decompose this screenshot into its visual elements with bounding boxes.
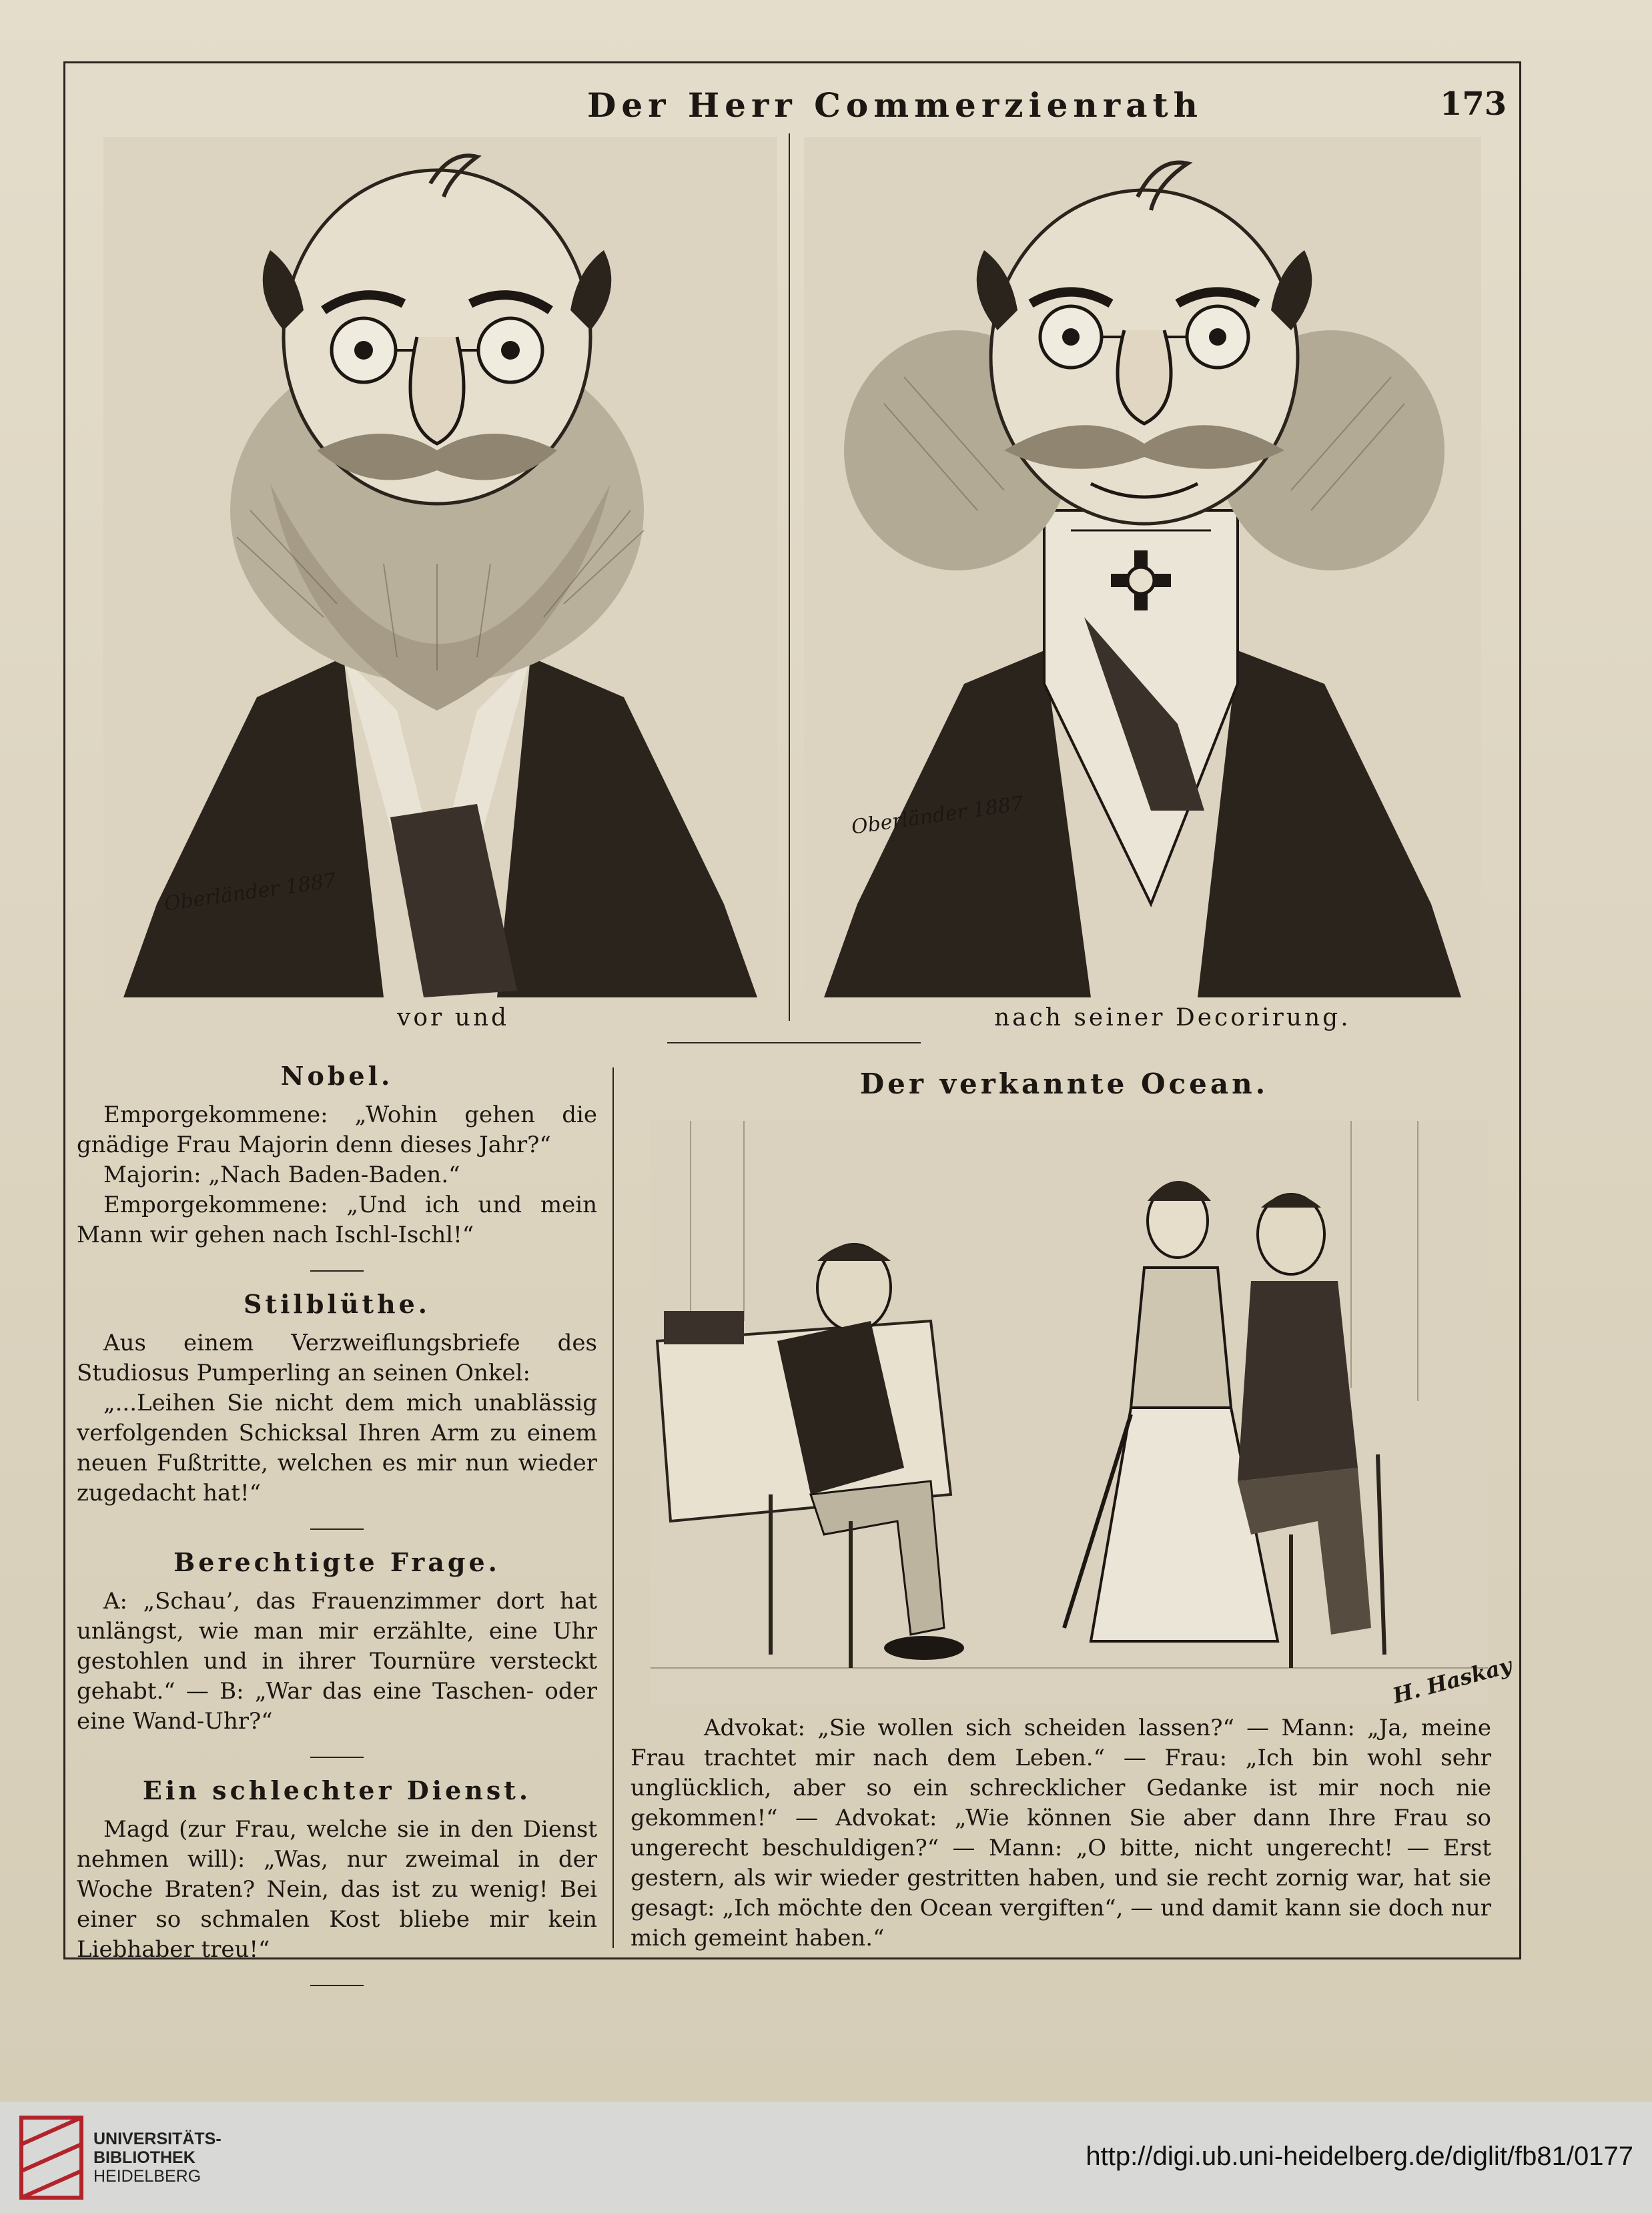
- institution-line-2: BIBLIOTHEK: [93, 2148, 195, 2167]
- section-rule: [310, 1985, 364, 1986]
- ocean-signature: H. Haskay: [1390, 1652, 1515, 1709]
- nobel-line-1: Emporgekommene: „Wohin gehen die gnädige Frau Majorin denn dieses Jahr?“: [77, 1101, 597, 1158]
- cartoon-after-portrait: [804, 137, 1481, 997]
- section-rule: [310, 1528, 364, 1530]
- section-title-berechtigte-frage: Berechtigte Frage.: [173, 1547, 500, 1577]
- caption-before: vor und: [397, 1004, 510, 1031]
- caption-rule: [667, 1042, 921, 1043]
- source-url-link[interactable]: http://digi.ub.uni-heidelberg.de/diglit/fb81/0177: [1086, 2142, 1633, 2171]
- ocean-illustration: [651, 1121, 1488, 1705]
- library-footer: [0, 2102, 1652, 2213]
- section-title-dienst: Ein schlechter Dienst.: [142, 1775, 532, 1805]
- section-title-nobel: Nobel.: [280, 1061, 394, 1091]
- nobel-line-2: Majorin: „Nach Baden-Baden.“: [103, 1162, 460, 1188]
- page-number: 173: [1440, 85, 1507, 123]
- institution-line-1: UNIVERSITÄTS-: [93, 2130, 222, 2148]
- institution-name: [93, 2130, 222, 2186]
- section-rule: [310, 1270, 364, 1272]
- ocean-dialogue: Advokat: „Sie wollen sich scheiden lassen?“ — Mann: „Ja, meine Frau trachtet mir nach dem Leben.“ — Frau: „Ich bin wohl sehr unglücklich, aber so ein schrecklicher Gedanke ist mir noch nie gekommen!“ — Advokat: „Wie können Sie aber dann Ihre Frau so ungerecht beschuldigen?“ — Mann: „O bitte, nicht ungerecht! — Erst gestern, als wir wieder gestritten haben, und sie recht zornig war, hat sie gesagt: „Ich möchte den Ocean vergiften“, — und damit kann sie doch nur mich gemeint haben.“: [631, 1715, 1491, 1951]
- signature-right: Oberländer 1887: [849, 792, 1025, 839]
- frage-line-1: A: „Schau’, das Frauenzimmer dort hat unlängst, wie man mir erzählte, eine Uhr gestohlen und in ihrer Tournüre versteckt gehabt.“ — B: „War das eine Taschen- oder eine Wand-Uhr?“: [77, 1588, 597, 1735]
- portrait-divider: [789, 133, 790, 1021]
- signature-left: Oberländer 1887: [162, 869, 338, 916]
- stilbluethe-line-2: „...Leihen Sie nicht dem mich unablässig verfolgenden Schicksal Ihren Arm zu einem neuen Fußtritte, welchen es mir nun wieder zugedacht hat!“: [77, 1390, 597, 1506]
- caption-after: nach seiner Decorirung.: [994, 1004, 1351, 1031]
- stilbluethe-line-1: Aus einem Verzweiflungsbriefe des Studiosus Pumperling an seinen Onkel:: [77, 1330, 597, 1386]
- dienst-line-1: Magd (zur Frau, welche sie in den Dienst nehmen will): „Was, nur zweimal in der Woche Braten? Nein, das ist zu wenig! Bei einer so schmalen Kost bliebe mir kein Liebhaber treu!“: [77, 1816, 597, 1963]
- university-library-logo-icon: [19, 2115, 84, 2200]
- nobel-line-3: Emporgekommene: „Und ich und mein Mann wir gehen nach Ischl-Ischl!“: [77, 1192, 597, 1248]
- column-divider: [612, 1067, 614, 1948]
- ocean-title: Der verkannte Ocean.: [859, 1067, 1269, 1100]
- running-head: Der Herr Commerzienrath: [587, 85, 1203, 125]
- section-title-stilbluethe: Stilblüthe.: [243, 1289, 431, 1319]
- left-column: [77, 1061, 597, 1986]
- section-rule: [310, 1757, 364, 1758]
- institution-line-3: HEIDELBERG: [93, 2167, 201, 2186]
- cartoon-before-portrait: [103, 137, 777, 997]
